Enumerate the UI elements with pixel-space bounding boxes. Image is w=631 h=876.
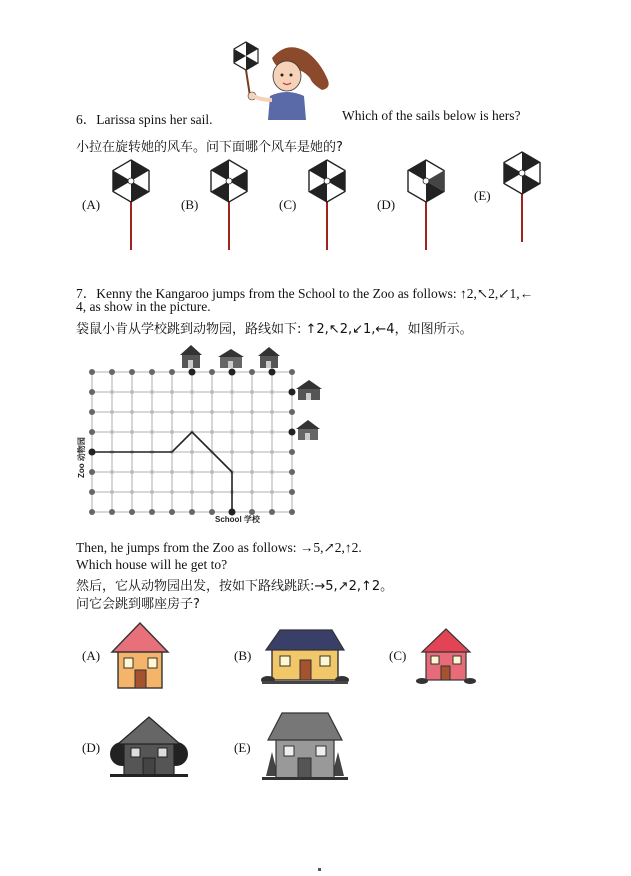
grid-dot bbox=[130, 430, 134, 434]
q6-pinwheel-d[interactable] bbox=[401, 158, 451, 250]
grid-dot bbox=[129, 509, 135, 515]
zoo-label: Zoo 动物园 bbox=[77, 437, 86, 478]
grid-dot bbox=[249, 369, 255, 375]
q7-house-e[interactable] bbox=[260, 710, 350, 784]
grid-dot bbox=[110, 430, 114, 434]
grid-dot bbox=[89, 469, 95, 475]
grid-dot bbox=[250, 410, 254, 414]
grid-key-dot bbox=[229, 369, 236, 376]
grid-dot bbox=[270, 410, 274, 414]
grid-dot bbox=[190, 390, 194, 394]
grid-dot bbox=[110, 470, 114, 474]
q7-house-d[interactable] bbox=[108, 714, 190, 780]
grid-dot bbox=[230, 390, 234, 394]
grid-dot bbox=[289, 409, 295, 415]
grid-dot bbox=[190, 450, 194, 454]
q7-house-b[interactable] bbox=[260, 628, 350, 686]
grid-dot bbox=[269, 509, 275, 515]
grid-dot bbox=[270, 470, 274, 474]
grid-key-dot bbox=[289, 429, 296, 436]
q7-house-a[interactable] bbox=[108, 620, 172, 692]
q7-line3: 袋鼠小肯从学校跳到动物园，路线如下: ↑2,↖2,↙1,←4，如图所示。 bbox=[76, 322, 473, 337]
grid-key-dot bbox=[289, 389, 296, 396]
q6-option-b-label[interactable]: (B) bbox=[181, 197, 199, 212]
grid-dot bbox=[170, 410, 174, 414]
grid-dot bbox=[189, 509, 195, 515]
grid-dot bbox=[270, 450, 274, 454]
grid-dot bbox=[210, 490, 214, 494]
page-footer-mark bbox=[318, 868, 321, 871]
grid-dot bbox=[250, 470, 254, 474]
grid-dot bbox=[289, 489, 295, 495]
q6-line1-a: 6．Larissa spins her sail. bbox=[76, 112, 213, 127]
q7-then-line3: 然后，它从动物园出发，按如下路线跳跃:→5,↗2,↑2。 bbox=[76, 579, 394, 594]
q7-option-e-label[interactable]: (E) bbox=[234, 740, 251, 755]
q6-pinwheel-e[interactable] bbox=[497, 150, 547, 242]
grid-dot bbox=[250, 390, 254, 394]
grid-dot bbox=[130, 470, 134, 474]
grid-dot bbox=[210, 430, 214, 434]
grid-dot bbox=[210, 470, 214, 474]
q6-pinwheel-b[interactable] bbox=[204, 158, 254, 250]
grid-dot bbox=[289, 449, 295, 455]
grid-dot bbox=[150, 430, 154, 434]
grid-dot bbox=[289, 469, 295, 475]
grid-dot bbox=[210, 410, 214, 414]
grid-dot bbox=[109, 509, 115, 515]
school-label: School 学校 bbox=[215, 515, 260, 524]
grid-dot bbox=[190, 470, 194, 474]
grid-dot bbox=[190, 490, 194, 494]
grid-dot bbox=[170, 470, 174, 474]
grid-dot bbox=[170, 430, 174, 434]
grid-dot bbox=[110, 390, 114, 394]
grid-dot bbox=[209, 369, 215, 375]
q7-then-line4: 问它会跳到哪座房子? bbox=[76, 597, 200, 612]
grid-dot bbox=[230, 450, 234, 454]
small-house-top-2-icon bbox=[218, 349, 244, 368]
q6-line2: 小拉在旋转她的风车。问下面哪个风车是她的? bbox=[76, 140, 343, 155]
q7-line1: 7．Kenny the Kangaroo jumps from the School to the Zoo as follows: ↑2,↖2,↙1,← bbox=[76, 286, 534, 301]
girl-illustration bbox=[232, 38, 337, 120]
grid-dot bbox=[250, 490, 254, 494]
grid-dot bbox=[270, 390, 274, 394]
grid-dot bbox=[110, 410, 114, 414]
grid-dot bbox=[89, 409, 95, 415]
grid-dot bbox=[89, 369, 95, 375]
grid-dot bbox=[210, 390, 214, 394]
grid-dot bbox=[289, 369, 295, 375]
grid-dot bbox=[289, 509, 295, 515]
grid-dot bbox=[169, 509, 175, 515]
grid-dot bbox=[89, 389, 95, 395]
small-house-top-1-icon bbox=[180, 345, 202, 368]
q6-line1-b: Which of the sails below is hers? bbox=[342, 108, 521, 123]
q7-line2: 4, as show in the picture. bbox=[76, 299, 211, 314]
grid-dot bbox=[149, 369, 155, 375]
grid-dot bbox=[150, 410, 154, 414]
q6-pinwheel-a[interactable] bbox=[106, 158, 156, 250]
grid-key-dot bbox=[269, 369, 276, 376]
grid-dot bbox=[270, 430, 274, 434]
grid-dot bbox=[150, 390, 154, 394]
grid-dot bbox=[89, 509, 95, 515]
jump-grid-diagram bbox=[70, 340, 330, 530]
q7-option-a-label[interactable]: (A) bbox=[82, 648, 101, 663]
q7-then-line2: Which house will he get to? bbox=[76, 557, 228, 572]
q7-option-b-label[interactable]: (B) bbox=[234, 648, 252, 663]
grid-key-dot bbox=[189, 369, 196, 376]
grid-dot bbox=[170, 390, 174, 394]
q7-then-line1: Then, he jumps from the Zoo as follows: →5,↗2,↑2. bbox=[76, 540, 362, 555]
q6-option-c-label[interactable]: (C) bbox=[279, 197, 297, 212]
grid-dot bbox=[149, 509, 155, 515]
q7-option-c-label[interactable]: (C) bbox=[389, 648, 407, 663]
q6-option-e-label[interactable]: (E) bbox=[474, 188, 491, 203]
grid-dot bbox=[150, 470, 154, 474]
grid-dot bbox=[169, 369, 175, 375]
q7-option-d-label[interactable]: (D) bbox=[82, 740, 101, 755]
grid-dot bbox=[130, 390, 134, 394]
grid-dot bbox=[89, 489, 95, 495]
grid-dot bbox=[250, 450, 254, 454]
q6-option-a-label[interactable]: (A) bbox=[82, 197, 101, 212]
grid-dot bbox=[190, 410, 194, 414]
q6-option-d-label[interactable]: (D) bbox=[377, 197, 396, 212]
q6-pinwheel-c[interactable] bbox=[302, 158, 352, 250]
grid-dot bbox=[250, 430, 254, 434]
grid-dot bbox=[129, 369, 135, 375]
grid-dot bbox=[89, 429, 95, 435]
q7-house-c[interactable] bbox=[414, 626, 478, 686]
grid-dot bbox=[230, 410, 234, 414]
grid-dot bbox=[170, 490, 174, 494]
grid-dot bbox=[110, 490, 114, 494]
grid-dot bbox=[270, 490, 274, 494]
small-house-right-1-icon bbox=[296, 380, 322, 400]
grid-dot bbox=[130, 410, 134, 414]
grid-dot bbox=[230, 430, 234, 434]
small-house-top-3-icon bbox=[258, 347, 280, 368]
grid-dot bbox=[150, 490, 154, 494]
small-house-right-2-icon bbox=[296, 420, 320, 440]
grid-dot bbox=[130, 490, 134, 494]
grid-dot bbox=[109, 369, 115, 375]
